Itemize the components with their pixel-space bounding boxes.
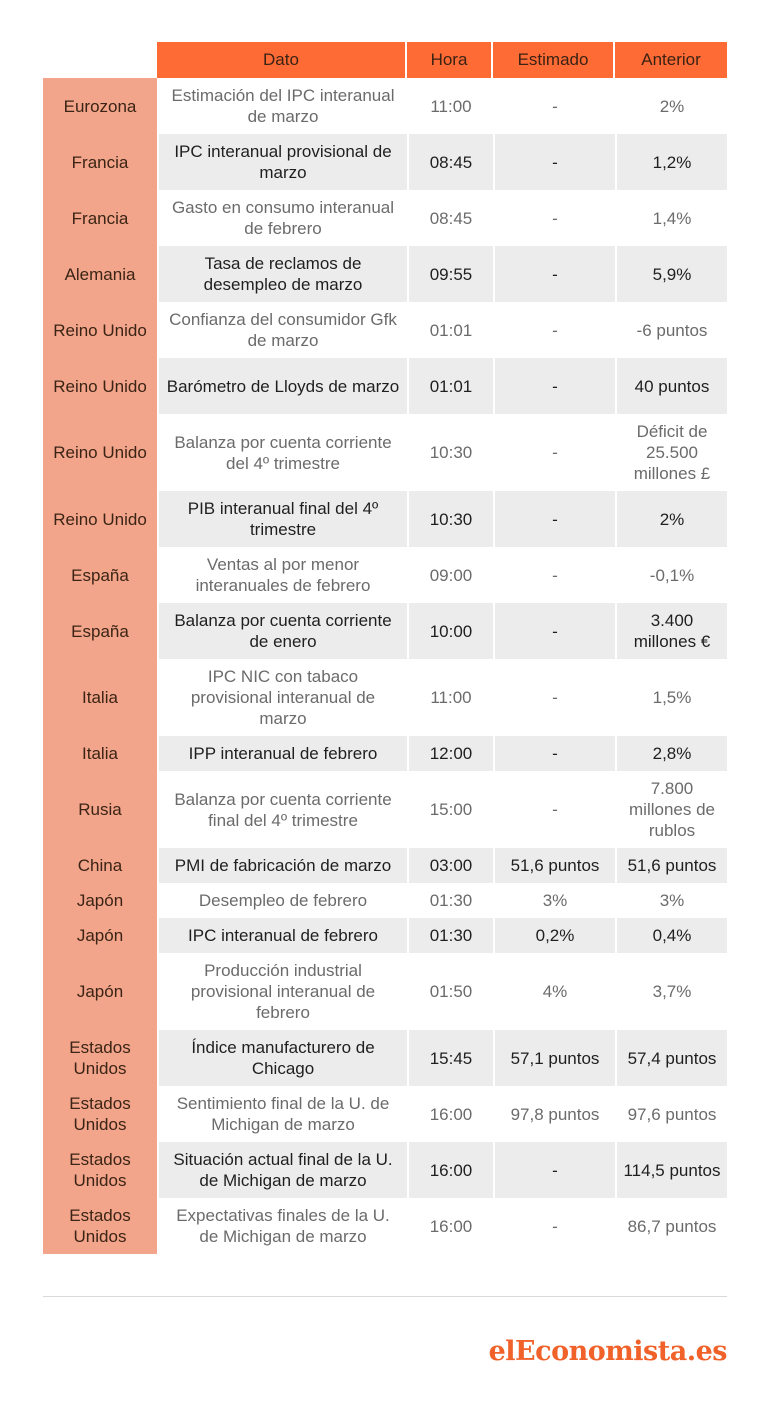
estimado-cell: -	[493, 736, 615, 771]
anterior-cell: 2%	[615, 78, 727, 134]
dato-cell: Barómetro de Lloyds de marzo	[157, 358, 407, 414]
anterior-cell: 3%	[615, 883, 727, 918]
country-cell: Rusia	[43, 771, 157, 848]
table-row	[43, 491, 727, 547]
hora-cell: 01:30	[407, 918, 493, 953]
table-row	[43, 953, 727, 1030]
logo-rest: conomista.es	[535, 1336, 727, 1367]
estimado-cell: 0,2%	[493, 918, 615, 953]
anterior-cell: Déficit de 25.500 millones £	[615, 414, 727, 491]
country-cell: China	[43, 848, 157, 883]
dato-cell: IPC interanual de febrero	[157, 918, 407, 953]
header-dato: Dato	[157, 42, 407, 78]
table-row	[43, 771, 727, 848]
hora-cell: 12:00	[407, 736, 493, 771]
anterior-cell: 1,5%	[615, 659, 727, 736]
country-cell: Reino Unido	[43, 491, 157, 547]
country-cell: Japón	[43, 883, 157, 918]
table-row	[43, 134, 727, 190]
anterior-cell: 51,6 puntos	[615, 848, 727, 883]
anterior-cell: 1,4%	[615, 190, 727, 246]
estimado-cell: -	[493, 414, 615, 491]
logo-prefix: el	[488, 1336, 516, 1367]
estimado-cell: -	[493, 358, 615, 414]
country-cell: Francia	[43, 190, 157, 246]
hora-cell: 08:45	[407, 134, 493, 190]
anterior-cell: 57,4 puntos	[615, 1030, 727, 1086]
dato-cell: Sentimiento final de la U. de Michigan de marzo	[157, 1086, 407, 1142]
estimado-cell: 3%	[493, 883, 615, 918]
dato-cell: Balanza por cuenta corriente del 4º trimestre	[157, 414, 407, 491]
country-cell: Italia	[43, 736, 157, 771]
anterior-cell: -0,1%	[615, 547, 727, 603]
country-cell: Estados Unidos	[43, 1030, 157, 1086]
hora-cell: 16:00	[407, 1198, 493, 1254]
anterior-cell: 40 puntos	[615, 358, 727, 414]
estimado-cell: -	[493, 1142, 615, 1198]
estimado-cell: -	[493, 302, 615, 358]
table-row	[43, 736, 727, 771]
table-row	[43, 547, 727, 603]
dato-cell: Gasto en consumo interanual de febrero	[157, 190, 407, 246]
anterior-cell: 2%	[615, 491, 727, 547]
hora-cell: 11:00	[407, 659, 493, 736]
table-row	[43, 1030, 727, 1086]
estimado-cell: -	[493, 1198, 615, 1254]
estimado-cell: -	[493, 603, 615, 659]
table-row	[43, 190, 727, 246]
dato-cell: Expectativas finales de la U. de Michigan de marzo	[157, 1198, 407, 1254]
hora-cell: 10:00	[407, 603, 493, 659]
estimado-cell: 51,6 puntos	[493, 848, 615, 883]
anterior-cell: 7.800 millones de rublos	[615, 771, 727, 848]
hora-cell: 03:00	[407, 848, 493, 883]
table-header	[157, 42, 727, 78]
hora-cell: 16:00	[407, 1086, 493, 1142]
estimado-cell: -	[493, 246, 615, 302]
table-row	[43, 1142, 727, 1198]
dato-cell: PIB interanual final del 4º trimestre	[157, 491, 407, 547]
header-anterior: Anterior	[615, 42, 727, 78]
table-row	[43, 883, 727, 918]
country-cell: Italia	[43, 659, 157, 736]
country-cell: Eurozona	[43, 78, 157, 134]
country-cell: Reino Unido	[43, 358, 157, 414]
dato-cell: Balanza por cuenta corriente de enero	[157, 603, 407, 659]
estimado-cell: -	[493, 771, 615, 848]
table-row	[43, 848, 727, 883]
table-row	[43, 918, 727, 953]
dato-cell: Estimación del IPC interanual de marzo	[157, 78, 407, 134]
dato-cell: Confianza del consumidor Gfk de marzo	[157, 302, 407, 358]
anterior-cell: 3.400 millones €	[615, 603, 727, 659]
anterior-cell: 97,6 puntos	[615, 1086, 727, 1142]
estimado-cell: -	[493, 134, 615, 190]
country-cell: Estados Unidos	[43, 1142, 157, 1198]
dato-cell: IPC NIC con tabaco provisional interanual de marzo	[157, 659, 407, 736]
dato-cell: PMI de fabricación de marzo	[157, 848, 407, 883]
eleconomista-logo	[489, 1336, 727, 1367]
anterior-cell: 1,2%	[615, 134, 727, 190]
header-hora: Hora	[407, 42, 493, 78]
table-row	[43, 659, 727, 736]
hora-cell: 01:30	[407, 883, 493, 918]
dato-cell: Situación actual final de la U. de Michigan de marzo	[157, 1142, 407, 1198]
logo-big-letter: E	[515, 1336, 536, 1367]
hora-cell: 01:01	[407, 358, 493, 414]
country-cell: Japón	[43, 918, 157, 953]
country-cell: España	[43, 603, 157, 659]
country-cell: Japón	[43, 953, 157, 1030]
table-row	[43, 246, 727, 302]
estimado-cell: -	[493, 547, 615, 603]
anterior-cell: 86,7 puntos	[615, 1198, 727, 1254]
estimado-cell: -	[493, 190, 615, 246]
table-row	[43, 1086, 727, 1142]
country-cell: Reino Unido	[43, 302, 157, 358]
country-cell: Francia	[43, 134, 157, 190]
hora-cell: 01:50	[407, 953, 493, 1030]
hora-cell: 15:45	[407, 1030, 493, 1086]
dato-cell: Ventas al por menor interanuales de febrero	[157, 547, 407, 603]
country-cell: Alemania	[43, 246, 157, 302]
table-row	[43, 603, 727, 659]
hora-cell: 09:00	[407, 547, 493, 603]
anterior-cell: 5,9%	[615, 246, 727, 302]
dato-cell: Producción industrial provisional interanual de febrero	[157, 953, 407, 1030]
country-cell: Reino Unido	[43, 414, 157, 491]
estimado-cell: 57,1 puntos	[493, 1030, 615, 1086]
calendar-table	[43, 78, 727, 1254]
estimado-cell: 4%	[493, 953, 615, 1030]
hora-cell: 01:01	[407, 302, 493, 358]
dato-cell: Balanza por cuenta corriente final del 4º trimestre	[157, 771, 407, 848]
dato-cell: IPC interanual provisional de marzo	[157, 134, 407, 190]
table-row	[43, 302, 727, 358]
hora-cell: 15:00	[407, 771, 493, 848]
hora-cell: 10:30	[407, 414, 493, 491]
hora-cell: 09:55	[407, 246, 493, 302]
dato-cell: Desempleo de febrero	[157, 883, 407, 918]
table-row	[43, 414, 727, 491]
header-estimado: Estimado	[493, 42, 615, 78]
estimado-cell: -	[493, 491, 615, 547]
divider	[43, 1296, 727, 1297]
anterior-cell: 114,5 puntos	[615, 1142, 727, 1198]
table-row	[43, 78, 727, 134]
country-cell: Estados Unidos	[43, 1086, 157, 1142]
hora-cell: 16:00	[407, 1142, 493, 1198]
dato-cell: IPP interanual de febrero	[157, 736, 407, 771]
anterior-cell: 0,4%	[615, 918, 727, 953]
hora-cell: 08:45	[407, 190, 493, 246]
anterior-cell: 3,7%	[615, 953, 727, 1030]
country-cell: Estados Unidos	[43, 1198, 157, 1254]
hora-cell: 10:30	[407, 491, 493, 547]
dato-cell: Tasa de reclamos de desempleo de marzo	[157, 246, 407, 302]
estimado-cell: 97,8 puntos	[493, 1086, 615, 1142]
table-row	[43, 1198, 727, 1254]
estimado-cell: -	[493, 659, 615, 736]
estimado-cell: -	[493, 78, 615, 134]
anterior-cell: -6 puntos	[615, 302, 727, 358]
anterior-cell: 2,8%	[615, 736, 727, 771]
country-cell: España	[43, 547, 157, 603]
table-row	[43, 358, 727, 414]
hora-cell: 11:00	[407, 78, 493, 134]
dato-cell: Índice manufacturero de Chicago	[157, 1030, 407, 1086]
